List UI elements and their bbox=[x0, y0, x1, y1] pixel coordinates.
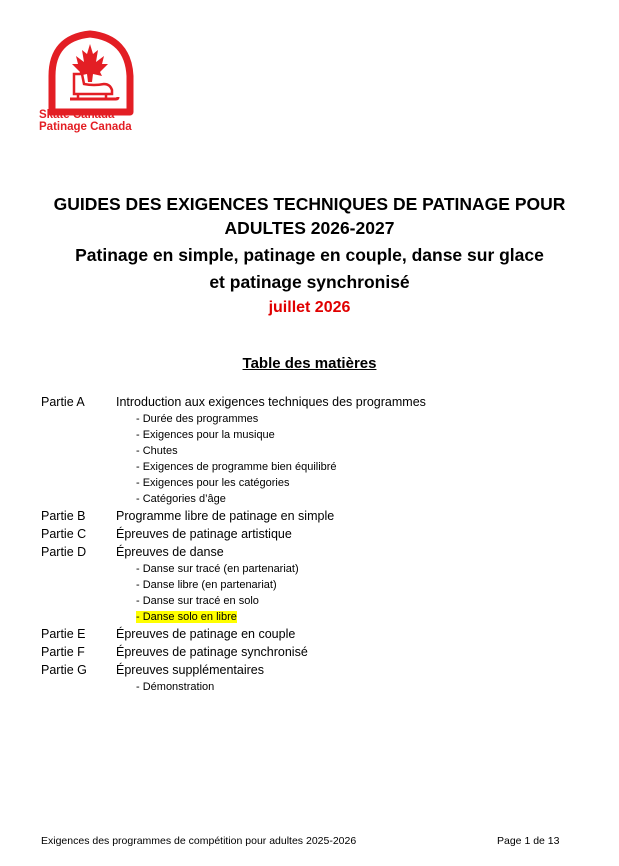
toc-entry-label: Épreuves de patinage en couple bbox=[116, 627, 296, 641]
toc-subitem[interactable]: - Exigences de programme bien équilibré bbox=[136, 461, 337, 473]
document-date: juillet 2026 bbox=[268, 299, 351, 316]
toc-entry-label: Épreuves supplémentaires bbox=[116, 663, 264, 677]
toc-entry-partie-a[interactable] bbox=[41, 393, 561, 411]
toc-entry-partie-c[interactable] bbox=[41, 525, 561, 543]
toc-entry-partie-b[interactable] bbox=[41, 507, 561, 525]
toc-part-label: Partie B bbox=[41, 509, 86, 523]
toc-entry-partie-e[interactable] bbox=[41, 625, 561, 643]
toc-part-label: Partie D bbox=[41, 545, 87, 559]
logo-line-2: Patinage Canada bbox=[39, 121, 132, 133]
title-line-2: ADULTES 2026-2027 bbox=[224, 218, 395, 238]
title-line-4: et patinage synchronisé bbox=[209, 272, 410, 292]
toc-subitem[interactable]: - Chutes bbox=[136, 445, 178, 457]
table-of-contents bbox=[41, 393, 561, 695]
toc-part-label: Partie A bbox=[41, 395, 85, 409]
footer-document-title: Exigences des programmes de compétition pour adultes 2025-2026 bbox=[41, 835, 357, 847]
toc-subitem[interactable]: - Exigences pour les catégories bbox=[136, 477, 290, 489]
title-line-1: GUIDES DES EXIGENCES TECHNIQUES DE PATINAGE POUR bbox=[53, 194, 566, 214]
toc-part-label: Partie F bbox=[41, 645, 85, 659]
toc-subitem[interactable]: - Danse libre (en partenariat) bbox=[136, 579, 277, 591]
toc-entry-label: Épreuves de danse bbox=[116, 545, 224, 559]
toc-entry-label: Programme libre de patinage en simple bbox=[116, 509, 335, 523]
toc-entry-label: Introduction aux exigences techniques des programmes bbox=[116, 395, 426, 409]
toc-subitem[interactable]: - Durée des programmes bbox=[136, 413, 259, 425]
toc-entry-partie-d[interactable] bbox=[41, 543, 561, 561]
title-line-3: Patinage en simple, patinage en couple, danse sur glace bbox=[75, 245, 544, 265]
toc-part-label: Partie E bbox=[41, 627, 86, 641]
toc-entry-label: Épreuves de patinage artistique bbox=[116, 527, 292, 541]
toc-subitem[interactable]: - Danse sur tracé en solo bbox=[136, 595, 259, 607]
toc-subitem[interactable]: - Exigences pour la musique bbox=[136, 429, 275, 441]
toc-heading: Table des matières bbox=[242, 355, 377, 372]
toc-subitem[interactable]: - Danse sur tracé (en partenariat) bbox=[136, 563, 299, 575]
toc-part-label: Partie C bbox=[41, 527, 87, 541]
logo-line-1: Skate Canada bbox=[39, 109, 115, 121]
toc-part-label: Partie G bbox=[41, 663, 87, 677]
highlight: - Danse solo en libre bbox=[136, 611, 237, 623]
toc-entry-partie-g[interactable] bbox=[41, 661, 561, 679]
toc-entry-partie-f[interactable] bbox=[41, 643, 561, 661]
toc-subitem[interactable]: - Démonstration bbox=[136, 681, 215, 693]
footer-page-number: Page 1 de 13 bbox=[497, 835, 560, 847]
toc-subitem-highlighted[interactable] bbox=[41, 609, 561, 625]
toc-subitem[interactable]: - Catégories d’âge bbox=[136, 493, 226, 505]
toc-entry-label: Épreuves de patinage synchronisé bbox=[116, 645, 308, 659]
